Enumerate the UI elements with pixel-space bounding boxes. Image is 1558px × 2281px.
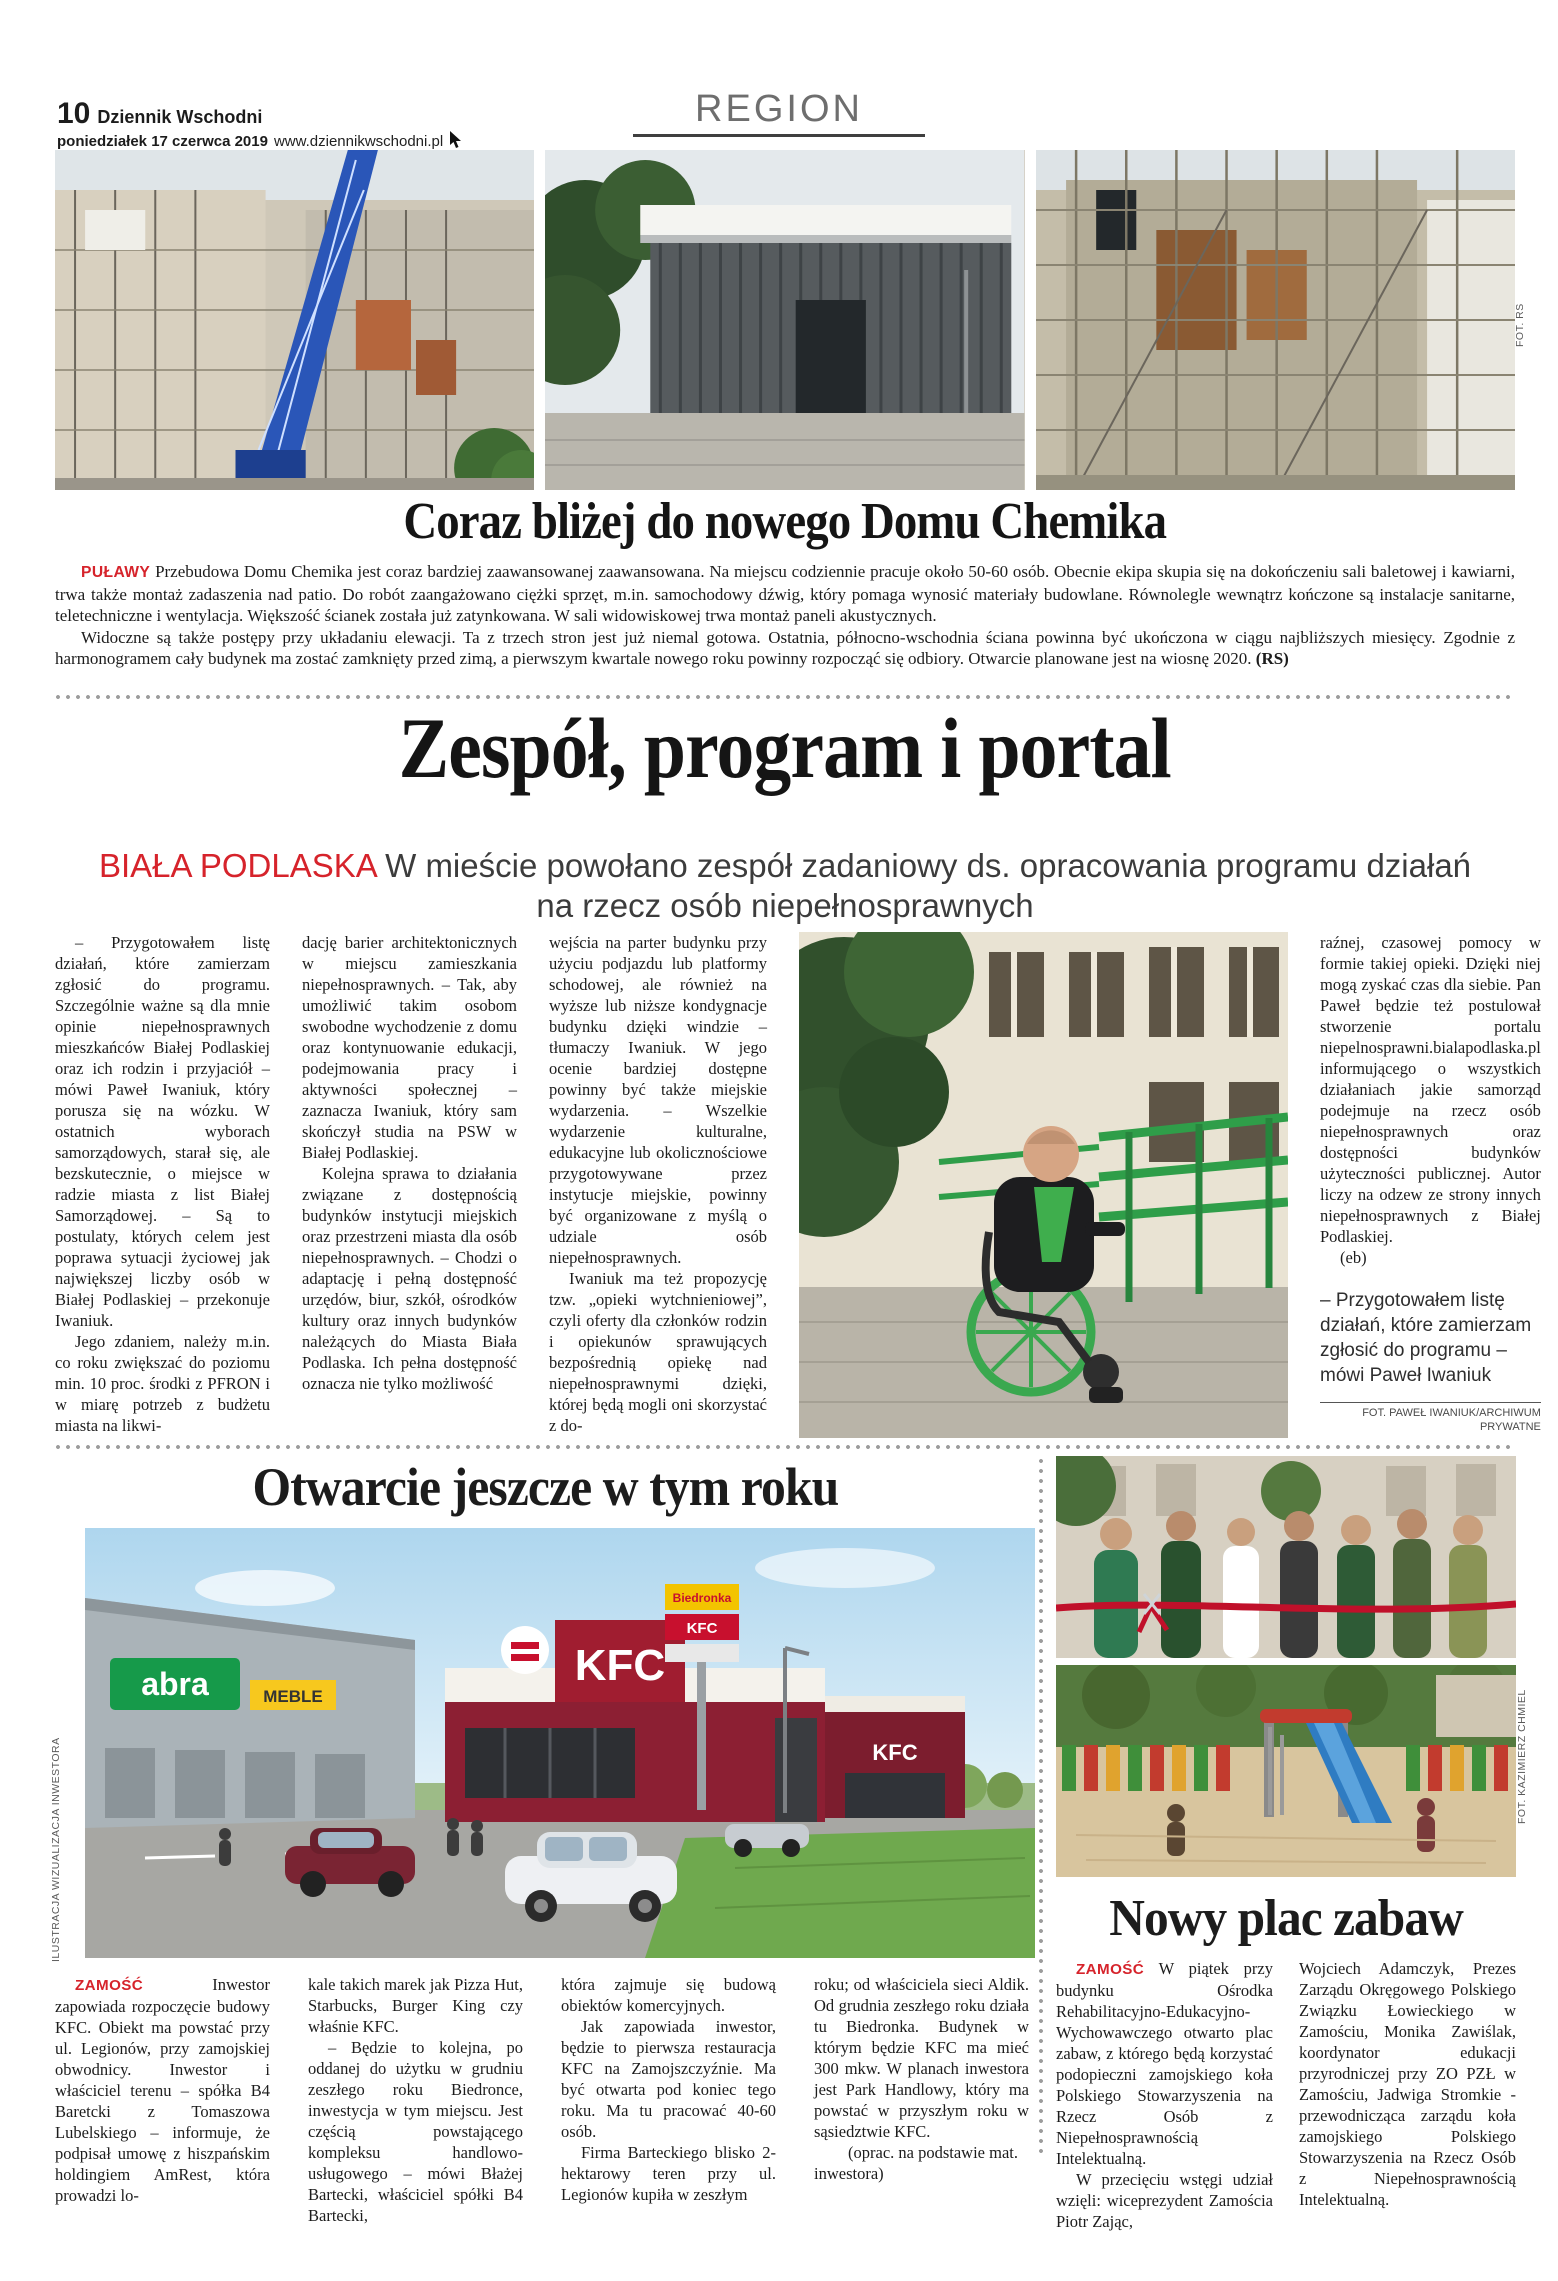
article1-headline: Coraz bliżej do nowego Domu Chemika bbox=[403, 493, 1167, 550]
subhead-line2: na rzecz osób niepełnosprawnych bbox=[536, 887, 1034, 924]
paragraph: kale takich marek jak Pizza Hut, Starbucks, Burger King czy właśnie KFC. bbox=[308, 1975, 523, 2036]
photo-credit-rs: FOT. RS bbox=[1514, 303, 1526, 347]
dotted-separator-vertical bbox=[1038, 1458, 1044, 2158]
article3 bbox=[55, 1456, 1035, 2226]
article3-col2 bbox=[308, 1974, 523, 2226]
kfc-visualization bbox=[85, 1528, 1035, 1958]
paragraph: Iwaniuk ma też propozycję tzw. „opieki wytchnieniowej”, czyli oferty dla członków rodzin i opiekunów sprawujących bezpośrednią opiekę nad niepełnosprawnymi dzięki, której będą mogli oni skorzystać z do- bbox=[549, 1269, 767, 1435]
article2-headline: Zespół, program i portal bbox=[398, 700, 1172, 796]
article2-subhead bbox=[55, 846, 1515, 926]
paragraph: dację barier architektonicznych w miejscu zamieszkania niepełnosprawnych. – Tak, aby umożliwić takim osobom swobodne wychodzenie z domu oraz kontynuowanie edukacji, podejmowania pracy i aktywności społecznej – zaznacza Iwaniuk, który sam skończył studia na PSW w Białej Podlaskiej. bbox=[302, 933, 517, 1162]
article2-col3 bbox=[549, 932, 767, 1438]
article4-columns bbox=[1056, 1958, 1516, 2232]
city-tag: ZAMOŚĆ bbox=[75, 1977, 144, 1994]
paragraph: – Będzie to kolejna, po oddanej do użytku w grudniu zeszłego roku Biedronce, inwestycja w tym miejscu. Jest częścią powstającego kompleksu handlowo-usługowego – mówi Błażej Bartecki, właściciel spółki B4 Bartecki, bbox=[308, 2038, 523, 2225]
article3-columns bbox=[55, 1974, 1035, 2226]
photo-construction-crane bbox=[55, 150, 534, 490]
city-tag: BIAŁA PODLASKA bbox=[98, 847, 376, 884]
photo-ribbon-cutting bbox=[1056, 1456, 1516, 1658]
paragraph: (oprac. na podstawie mat. inwestora) bbox=[814, 2143, 1018, 2183]
svg-text:KFC: KFC bbox=[872, 1740, 918, 1765]
section-underline bbox=[633, 134, 925, 137]
article2-col4-text bbox=[1320, 932, 1541, 1268]
article4 bbox=[1056, 1456, 1516, 2232]
article3-headline: Otwarcie jeszcze w tym roku bbox=[252, 1457, 838, 1517]
photo-wheelchair-man bbox=[799, 932, 1288, 1438]
paragraph: Jak zapowiada inwestor, będzie to pierwsza restauracja KFC na Zamojszczyźnie. Ma być otwarta pod koniec tego roku. Ma tu pracować 40-60 osób. bbox=[561, 2017, 776, 2141]
paragraph: PUŁAWY Przebudowa Domu Chemika jest coraz bardziej zaawansowanej zaawansowana. Na miejscu codziennie pracuje około 50-60 osób. Obecnie ekipa skupia się na dokończeniu sali baletowej i kawiarni, trwa także montaż zadaszenia nad patio. Do robót zaangażowano ciężki sprzęt, m.in. samochodowy dźwig, który pomaga wynosić materiały budowlane. Równolegle wewnątrz kończone są instalacje sanitarne, teletechniczne i wentylacja. Większość ścianek została już zatynkowana. W sali widowiskowej trwa montaż paneli akustycznych. bbox=[55, 562, 1516, 625]
photo-caption: – Przygotowałem listę działań, które zamierzam zgłosić do programu – mówi Paweł Iwaniuk bbox=[1320, 1290, 1532, 1386]
paragraph: wejścia na parter budynku przy użyciu podjazdu lub platformy schodowej, ale również na wyższe lub niższe kondygnacje budynku dzięki windzie – tłumaczy Iwaniuk. W jego ocenie bardziej dostępne powinny być także miejskie wydarzenia. – Wszelkie wydarzenie kulturalne, edukacyjne lub okolicznościowe przygotowywane przez instytucje miejskie, powinny być organizowane z myślą o udziale osób niepełnosprawnych. bbox=[549, 933, 767, 1267]
subhead-line1: BIAŁA PODLASKA W mieście powołano zespół zadaniowy ds. opracowania programu działań bbox=[98, 847, 1472, 884]
brand-name: Dziennik Wschodni bbox=[97, 107, 263, 127]
article2-col2 bbox=[302, 932, 517, 1438]
paragraph: W przecięciu wstęgi udział wzięli: wiceprezydent Zamościa Piotr Zając, bbox=[1056, 2170, 1273, 2231]
section-header bbox=[0, 88, 1558, 137]
paragraph: Jego zdaniem, należy m.in. co roku zwiększać do poziomu min. 10 proc. środki z PFRON i w miarę potrzeb z budżetu miasta na likwi- bbox=[55, 1332, 270, 1435]
paragraph: Widoczne są także postępy przy układaniu elewacji. Ta z trzech stron jest już niemal gotowa. Ostatnia, północno-wschodnia ściana powinna być ukończona w ciągu najbliższych miesięcy. Zgodnie z harmonogramem cały budynek ma zostać zamknięty przed zimą, a pierwszym kwartale nowego roku powinny rozpocząć się odbiory. Otwarcie planowane jest na wiosnę 2020. (RS) bbox=[55, 627, 1515, 668]
svg-text:KFC: KFC bbox=[686, 1620, 718, 1637]
photo-building-facade bbox=[545, 150, 1024, 490]
article3-col4 bbox=[814, 1974, 1029, 2226]
site-url: www.dziennikwschodni.pl bbox=[273, 132, 444, 150]
section-title: REGION bbox=[695, 88, 863, 130]
paragraph: roku; od właściciela sieci Aldik. Od grudnia zeszłego roku działa tu Biedronka. Budynek w którym będzie KFC ma mieć 300 mkw. W planach inwestora jest Park Handlowy, który ma powstać w przyszłym roku w sąsiedztwie KFC. bbox=[814, 1975, 1029, 2141]
paragraph: ZAMOŚĆ W piątek przy budynku Ośrodka Rehabilitacyjno-Edukacyjno-Wychowawczego otwarto plac zabaw, z którego będą korzystać podopieczni zamojskiego koła Polskiego Stowarzyszenia na Rzecz Osób z Niepełnosprawnością Intelektualną. bbox=[1056, 1959, 1273, 2168]
article2-col1 bbox=[55, 932, 270, 1438]
photo-strip bbox=[55, 150, 1515, 490]
paragraph: – Przygotowałem listę działań, które zamierzam zgłosić do programu. Szczególnie ważne są dla mnie opinie niepełnosprawnych mieszkańców Białej Podlaskiej oraz ich rodzin i przyjaciół – mówi Paweł Iwaniuk, który porusza się na wózku. W ostatnich wyborach samorządowych, starał się, ale bezskutecznie, o miejsce w radzie miasta z list Białej Samorządowej. – Są to postulaty, których celem jest poprawa sytuacji życiowej jak największej liczby osób w Białej Podlaskiej – przekonuje Iwaniuk. bbox=[55, 933, 270, 1330]
photo-playground bbox=[1056, 1665, 1516, 1877]
dotted-separator-2 bbox=[55, 1444, 1515, 1450]
paragraph: Wojciech Adamczyk, Prezes Zarządu Okręgowego Polskiego Związku Łowieckiego w Zamościu, Monika Zawiślak, koordynator edukacji przyrodniczej przy ZO PZŁ w Zamościu, Jadwiga Stromkie - przewodnicząca zarządu koła zamojskiego Polskiego Stowarzyszenia na Rzecz Osób z Niepełnosprawnością Intelektualną. bbox=[1299, 1959, 1516, 2209]
city-tag: PUŁAWY bbox=[81, 564, 151, 581]
paragraph: ZAMOŚĆ Inwestor zapowiada rozpoczęcie budowy KFC. Obiekt ma powstać przy ul. Legionów, przy zamojskiej obwodnicy. Inwestor i właściciel terenu – spółka B4 Baretcki z Tomaszowa Lubelskiego – informuje, że podpisał umowę z hiszpańskim holdingiem AmRest, która prowadzi lo- bbox=[55, 1975, 270, 2205]
article2-col4 bbox=[1320, 932, 1541, 1438]
paragraph: Kolejna sprawa to działania związane z dostępnością budynków instytucji miejskich oraz przestrzeni miasta dla osób niepełnosprawnych. – Chodzi o adaptację i pełną dostępność urzędów, biur, szkół, ośrodków kultury oraz innych budynków należących do Miasta Biała Podlaska. Ich pełna dostępność oznacza nie tylko możliwość bbox=[302, 1164, 517, 1393]
paragraph: która zajmuje się budową obiektów komercyjnych. bbox=[561, 1975, 776, 2015]
article4-headline: Nowy plac zabaw bbox=[1109, 1890, 1463, 1947]
paragraph: (eb) bbox=[1340, 1248, 1367, 1267]
city-tag: ZAMOŚĆ bbox=[1076, 1961, 1145, 1978]
date-line: poniedziałek 17 czerwca 2019 bbox=[57, 132, 268, 150]
svg-text:Biedronka: Biedronka bbox=[672, 1591, 732, 1605]
svg-text:abra: abra bbox=[141, 1666, 209, 1702]
paragraph: raźnej, czasowej pomocy w formie takiej opieki. Dzięki niej mogą zyskać czas dla siebie. Pan Paweł będzie też postulował stworzenie portalu niepelnosprawni.bialapodlaska.pl informującego o wszystkich działaniach jakie samorząd podejmuje na rzecz osób niepełnosprawnych oraz dostępności budynków użyteczności publicznej. Autor liczy na odzew ze strony innych niepełnosprawnych z Białej Podlaskiej. bbox=[1320, 933, 1541, 1246]
svg-text:MEBLE: MEBLE bbox=[263, 1687, 323, 1706]
article4-col1 bbox=[1056, 1958, 1273, 2232]
illustration-credit: ILUSTRACJA WIZUALIZACJA INWESTORA bbox=[50, 1737, 62, 1962]
photo-scaffolding bbox=[1036, 150, 1515, 490]
article4-col2 bbox=[1299, 1958, 1516, 2232]
page-number: 10 bbox=[57, 97, 91, 130]
paragraph: Firma Barteckiego blisko 2-hektarowy teren przy ul. Legionów kupiła w zeszłym bbox=[561, 2143, 776, 2204]
article1-lead bbox=[55, 561, 1515, 670]
article2-body bbox=[55, 932, 1541, 1438]
photo-credit-chmiel: FOT. KAZIMIERZ CHMIEL bbox=[1516, 1689, 1528, 1824]
photo-credit-iwaniuk: FOT. PAWEŁ IWANIUK/ARCHIWUM PRYWATNE bbox=[1320, 1402, 1541, 1434]
svg-text:KFC: KFC bbox=[574, 1641, 666, 1690]
article3-col3 bbox=[561, 1974, 776, 2226]
article3-col1 bbox=[55, 1974, 270, 2226]
